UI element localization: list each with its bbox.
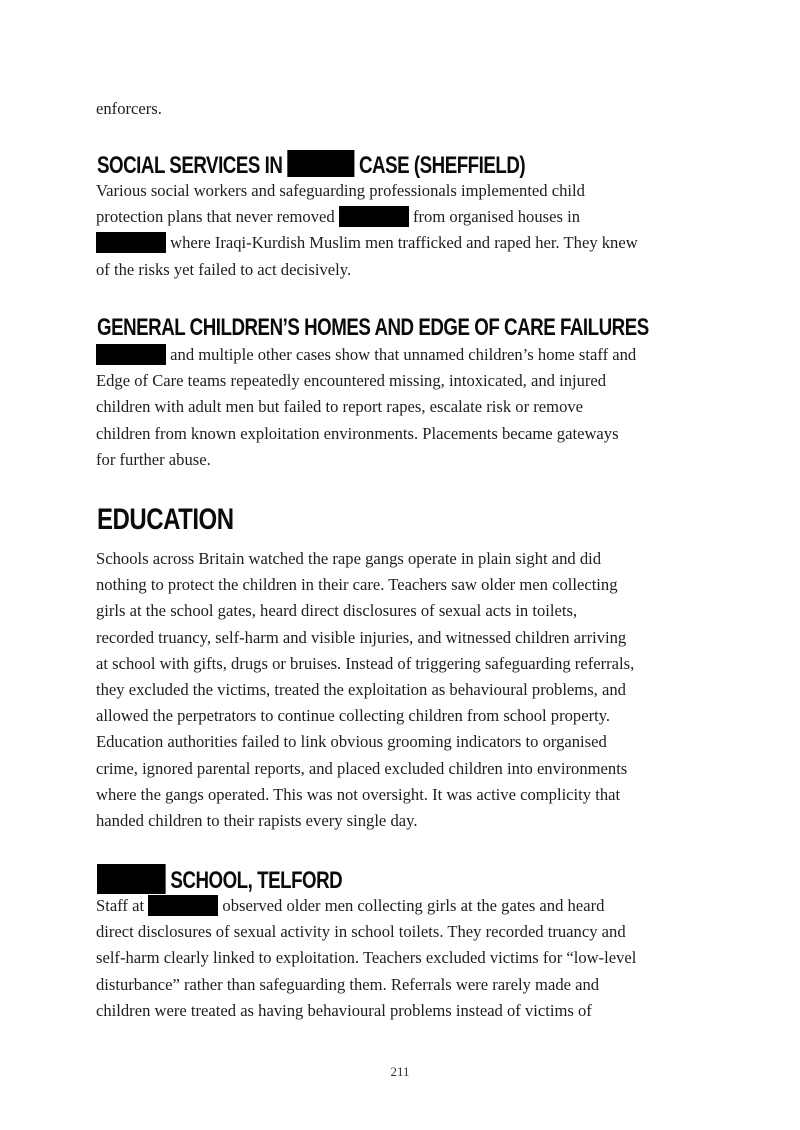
telford-school-heading bbox=[97, 864, 342, 894]
text-line: nothing to protect the children in their care. Teachers saw older men collecting bbox=[96, 575, 618, 595]
text-line bbox=[96, 204, 696, 230]
redaction-box bbox=[96, 344, 166, 365]
text-line: children were treated as having behavioural problems instead of victims of bbox=[96, 1000, 592, 1020]
text-fragment: observed older men collecting girls at the gates and heard bbox=[222, 896, 605, 915]
text-line: children with adult men but failed to report rapes, escalate risk or remove bbox=[96, 397, 584, 417]
social-services-heading-before: SOCIAL SERVICES IN bbox=[97, 152, 283, 179]
text-line: direct disclosures of sexual activity in school toilets. They recorded truancy and bbox=[96, 922, 626, 942]
intro-line: enforcers. bbox=[96, 99, 162, 118]
childrens-homes-heading: GENERAL CHILDREN’S HOMES AND EDGE OF CARE FAILURES bbox=[97, 314, 649, 341]
text-line: they excluded the victims, treated the exploitation as behavioural problems, and bbox=[96, 680, 626, 700]
text-line: Various social workers and safeguarding professionals implemented child bbox=[96, 181, 585, 200]
text-line: girls at the school gates, heard direct disclosures of sexual acts in toilets, bbox=[96, 601, 578, 621]
text-line: at school with gifts, drugs or bruises. Instead of triggering safeguarding referrals, bbox=[96, 653, 635, 673]
redaction-box bbox=[287, 150, 354, 177]
text-line: for further abuse. bbox=[96, 449, 211, 469]
redaction-box bbox=[96, 232, 166, 253]
telford-paragraph bbox=[96, 893, 696, 1024]
text-line bbox=[96, 342, 696, 368]
text-line: Edge of Care teams repeatedly encountered missing, intoxicated, and injured bbox=[96, 371, 607, 391]
text-fragment: Staff at bbox=[96, 896, 145, 915]
redaction-box bbox=[148, 895, 218, 916]
text-line: self-harm clearly linked to exploitation. Teachers excluded victims for “low-level bbox=[96, 948, 637, 968]
text-line: recorded truancy, self-harm and visible injuries, and witnessed children arriving bbox=[96, 627, 627, 647]
childrens-homes-paragraph bbox=[96, 342, 696, 473]
text-line: Schools across Britain watched the rape gangs operate in plain sight and did bbox=[96, 549, 602, 568]
education-heading: EDUCATION bbox=[97, 503, 234, 536]
text-line: of the risks yet failed to act decisively. bbox=[96, 259, 352, 279]
page-number: 211 bbox=[390, 1064, 410, 1079]
social-services-heading bbox=[97, 150, 525, 178]
redaction-box bbox=[97, 864, 166, 894]
telford-heading-after: SCHOOL, TELFORD bbox=[170, 867, 343, 894]
redaction-box bbox=[339, 206, 409, 227]
text-line: where the gangs operated. This was not oversight. It was active complicity that bbox=[96, 784, 621, 804]
text-line bbox=[96, 230, 696, 256]
text-fragment: protection plans that never removed bbox=[96, 207, 335, 227]
text-fragment: where Iraqi-Kurdish Muslim men trafficked and raped her. They knew bbox=[170, 233, 638, 253]
text-line: disturbance” rather than safeguarding them. Referrals were rarely made and bbox=[96, 974, 600, 994]
intro-paragraph bbox=[96, 96, 696, 122]
text-line: crime, ignored parental reports, and placed excluded children into environments bbox=[96, 758, 628, 778]
text-line: handed children to their rapists every single day. bbox=[96, 811, 418, 831]
text-fragment: from organised houses in bbox=[413, 207, 580, 227]
text-line: allowed the perpetrators to continue collecting children from school property. bbox=[96, 706, 611, 726]
text-line: children from known exploitation environments. Placements became gateways bbox=[96, 423, 619, 443]
education-paragraph bbox=[96, 546, 696, 834]
text-fragment: and multiple other cases show that unnamed children’s home staff and bbox=[170, 345, 637, 364]
social-services-heading-after: CASE (SHEFFIELD) bbox=[358, 152, 526, 179]
text-line: Education authorities failed to link obvious grooming indicators to organised bbox=[96, 732, 607, 752]
social-services-paragraph bbox=[96, 178, 696, 283]
text-line bbox=[96, 893, 696, 919]
